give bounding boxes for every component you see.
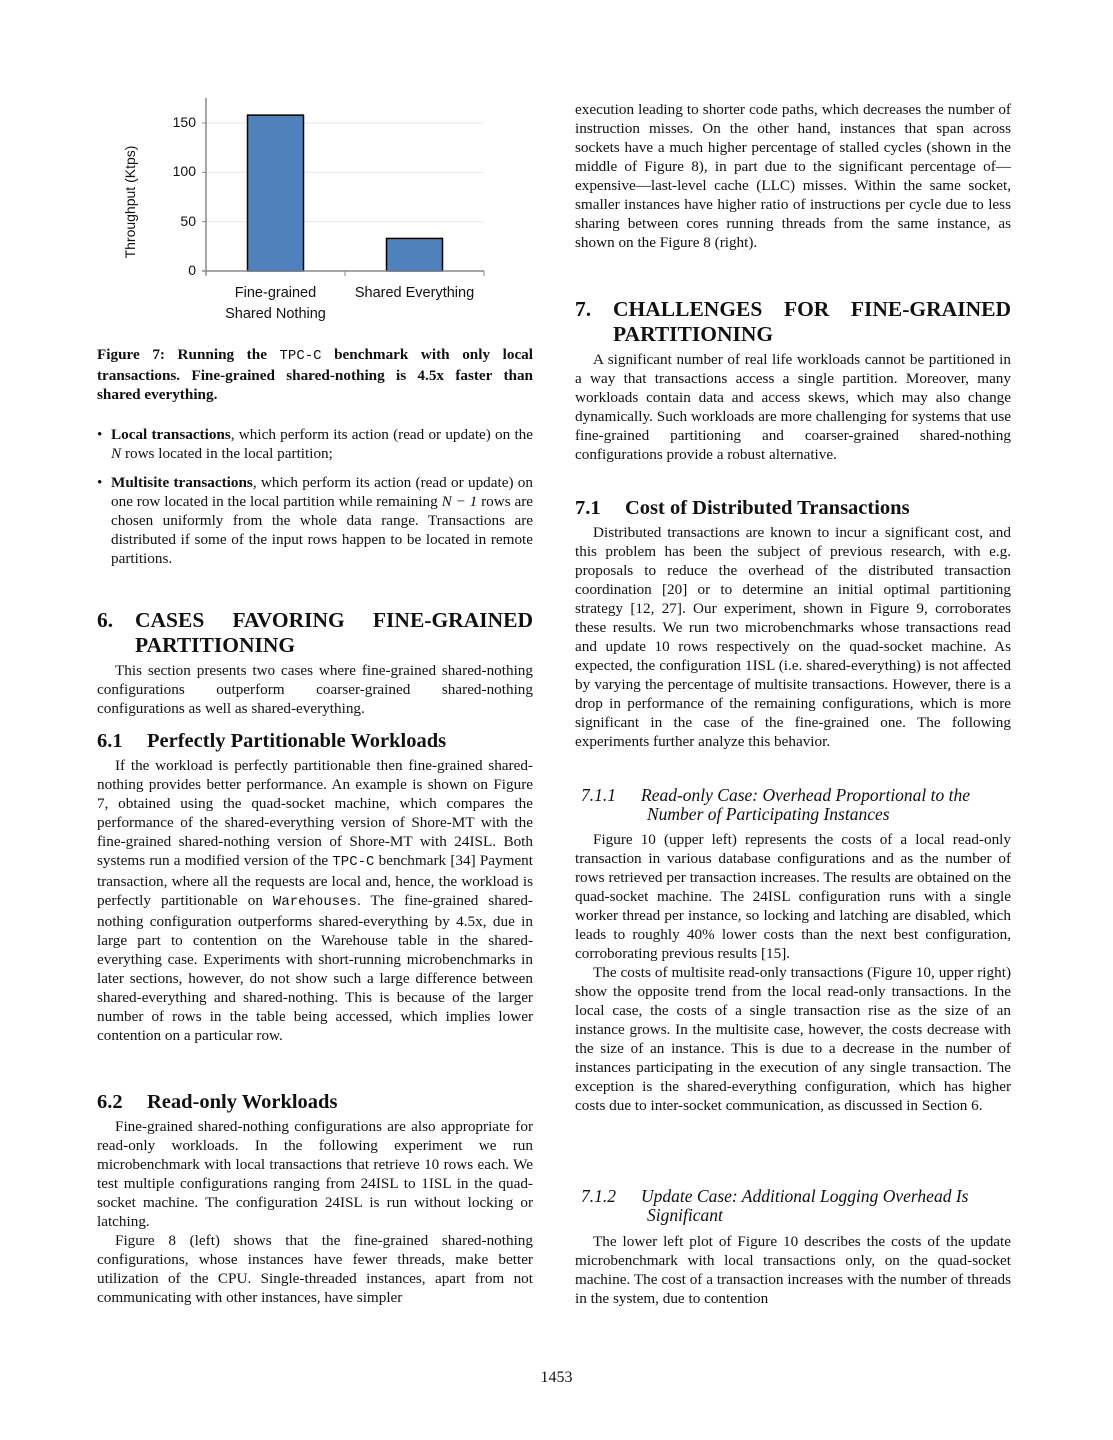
section-6-2-body: Fine-grained shared-nothing configurations are also appropriate for read-only workloads. In the following experiment we run microbenchmark with local transactions that retrieve 10 rows each. We test multiple configurations ranging from 24ISL to 1ISL in the quad-socket machine. The configuration 24ISL is run without locking or latching. Figure 8 (left) shows that the fine-grained shared-nothing configurations, whose instances have fewer threads, make better utilization of the CPU. Single-threaded instances, apart from not communicating with other instances, have simpler	[97, 1118, 533, 1306]
section-6-intro: This section presents two cases where fine-grained shared-nothing configurations outperform coarser-grained shared-nothing configurations as well as shared-everything.	[97, 662, 533, 717]
section-6-1-heading: 6.1 Perfectly Partitionable Workloads	[97, 730, 447, 752]
section-7-heading: 7. CHALLENGES FOR FINE-GRAINED PARTITIONING	[575, 297, 1011, 346]
figure-7-caption: Figure 7: Running the TPC-C benchmark with only local transactions. Fine-grained shared-nothing is 4.5x faster than shared everything.	[97, 346, 533, 403]
page-number: 1453	[540, 1369, 573, 1386]
transaction-types-list	[97, 425, 533, 568]
y-tick-label: 50	[180, 212, 196, 229]
section-7-intro: A significant number of real life workloads cannot be partitioned in a way that transactions access a single partition. Moreover, many workloads contain data and access skews, which may also change dynamically. Such workloads are more challenging for systems that use fine-grained partitioning and coarser-grained shared-nothing configurations provide a robust alternative.	[575, 351, 1011, 463]
y-tick-label: 0	[188, 262, 196, 278]
continued-paragraph: execution leading to shorter code paths, which decreases the number of instruction misses. On the other hand, instances that span across sockets have a much higher percentage of stalled cycles (shown in the middle of Figure 8), in part due to the significant percentage of—expensive—last-level cache (LLC) misses. Within the same socket, smaller instances have higher ratio of instructions per cycle due to less sharing between cores running threads from the same instance, as shown on the Figure 8 (right).	[575, 101, 1011, 251]
x-tick-label: Fine-grained Shared Nothing	[225, 285, 326, 322]
bar-0	[248, 115, 304, 271]
y-axis-label: Throughput (Ktps)	[122, 145, 138, 259]
section-7-1-1-body: Figure 10 (upper left) represents the costs of a local read-only transaction in various database configurations and as the number of rows retrieved per transaction increases. The results are obtained on the quad-socket machine. The 24ISL configuration runs with a single worker thread per instance, so locking and latching are disabled, which leads to roughly 40% lower costs than the next best configuration, corroborating previous results [15]. The costs of multisite read-only transactions (Figure 10, upper right) show the opposite trend from the local read-only transactions. In the local case, the costs of a single transaction rise as the size of an instance grows. In the multisite case, however, the costs decrease with the size of an instance. This is due to a decrease in the number of instances participating in the execution of any single transaction. The exception is the shared-everything configuration, which has higher costs due to inter-socket communication, as discussed in Section 6.	[575, 831, 1011, 1114]
section-6-heading: 6. CASES FAVORING FINE-GRAINED PARTITIONING	[97, 608, 533, 657]
section-7-1-2-heading: 7.1.2 Update Case: Additional Logging Overhead Is Significant	[581, 1186, 969, 1225]
bar-1	[387, 238, 443, 271]
section-7-1-body: Distributed transactions are known to incur a significant cost, and this problem has been the subject of previous research, with e.g. proposals to reduce the overhead of the distributed transaction coordination [20] or to determine an initial optimal partitioning strategy [12, 27]. Our experiment, shown in Figure 9, corroborates these results. We run two microbenchmarks whose transactions read and update 10 rows respectively on the quad-socket machine. As expected, the configuration 1ISL (i.e. shared-everything) is not affected by varying the percentage of multisite transactions. However, there is a drop in performance of the remaining configurations, which is more significant in the case of the fine-grained one. The following experiments further analyze this behavior.	[575, 524, 1011, 750]
figure-7-chart	[100, 90, 500, 330]
y-tick-label: 100	[172, 163, 196, 180]
x-tick-label: Shared Everything	[354, 285, 475, 301]
list-item-local-transactions: • Local transactions, which perform its action (read or update) on the N rows located in the local partition;	[97, 425, 533, 463]
section-6-2-heading: 6.2 Read-only Workloads	[97, 1091, 338, 1113]
y-tick-label: 150	[172, 114, 196, 130]
list-item-multisite-transactions: • Multisite transactions, which perform its action (read or update) on one row located in the local partition while remaining N − 1 rows are chosen uniformly from the whole data range. Transactions are distributed if some of the input rows happen to be located in remote partitions.	[97, 473, 533, 568]
section-7-1-heading: 7.1 Cost of Distributed Transactions	[575, 497, 910, 519]
section-7-1-1-heading: 7.1.1 Read-only Case: Overhead Proportional to the Number of Participating Instances	[581, 785, 971, 824]
section-7-1-2-body: The lower left plot of Figure 10 describes the costs of the update microbenchmark with local transactions only, on the quad-socket machine. The cost of a transaction increases with the number of threads in the system, due to contention	[575, 1233, 1011, 1307]
section-6-1-body: If the workload is perfectly partitionable then fine-grained shared-nothing provides better performance. An example is shown on Figure 7, obtained using the quad-socket machine, which compares the performance of the shared-everything version of Shore-MT with the fine-grained shared-nothing version of Shore-MT with 24ISL. Both systems run a modified version of the TPC-C benchmark [34] Payment transaction, where all the requests are local and, hence, the workload is perfectly partitionable on Warehouses. The fine-grained shared-nothing configuration outperforms shared-everything by 4.5x, due in large part to contention on the Warehouse table in the shared-everything case. Experiments with short-running microbenchmarks in later sections, however, do not show such a large difference between shared-everything and shared-nothing. This is because of the larger number of rows in the table being accessed, which implies lower contention on a particular row.	[97, 757, 533, 1044]
